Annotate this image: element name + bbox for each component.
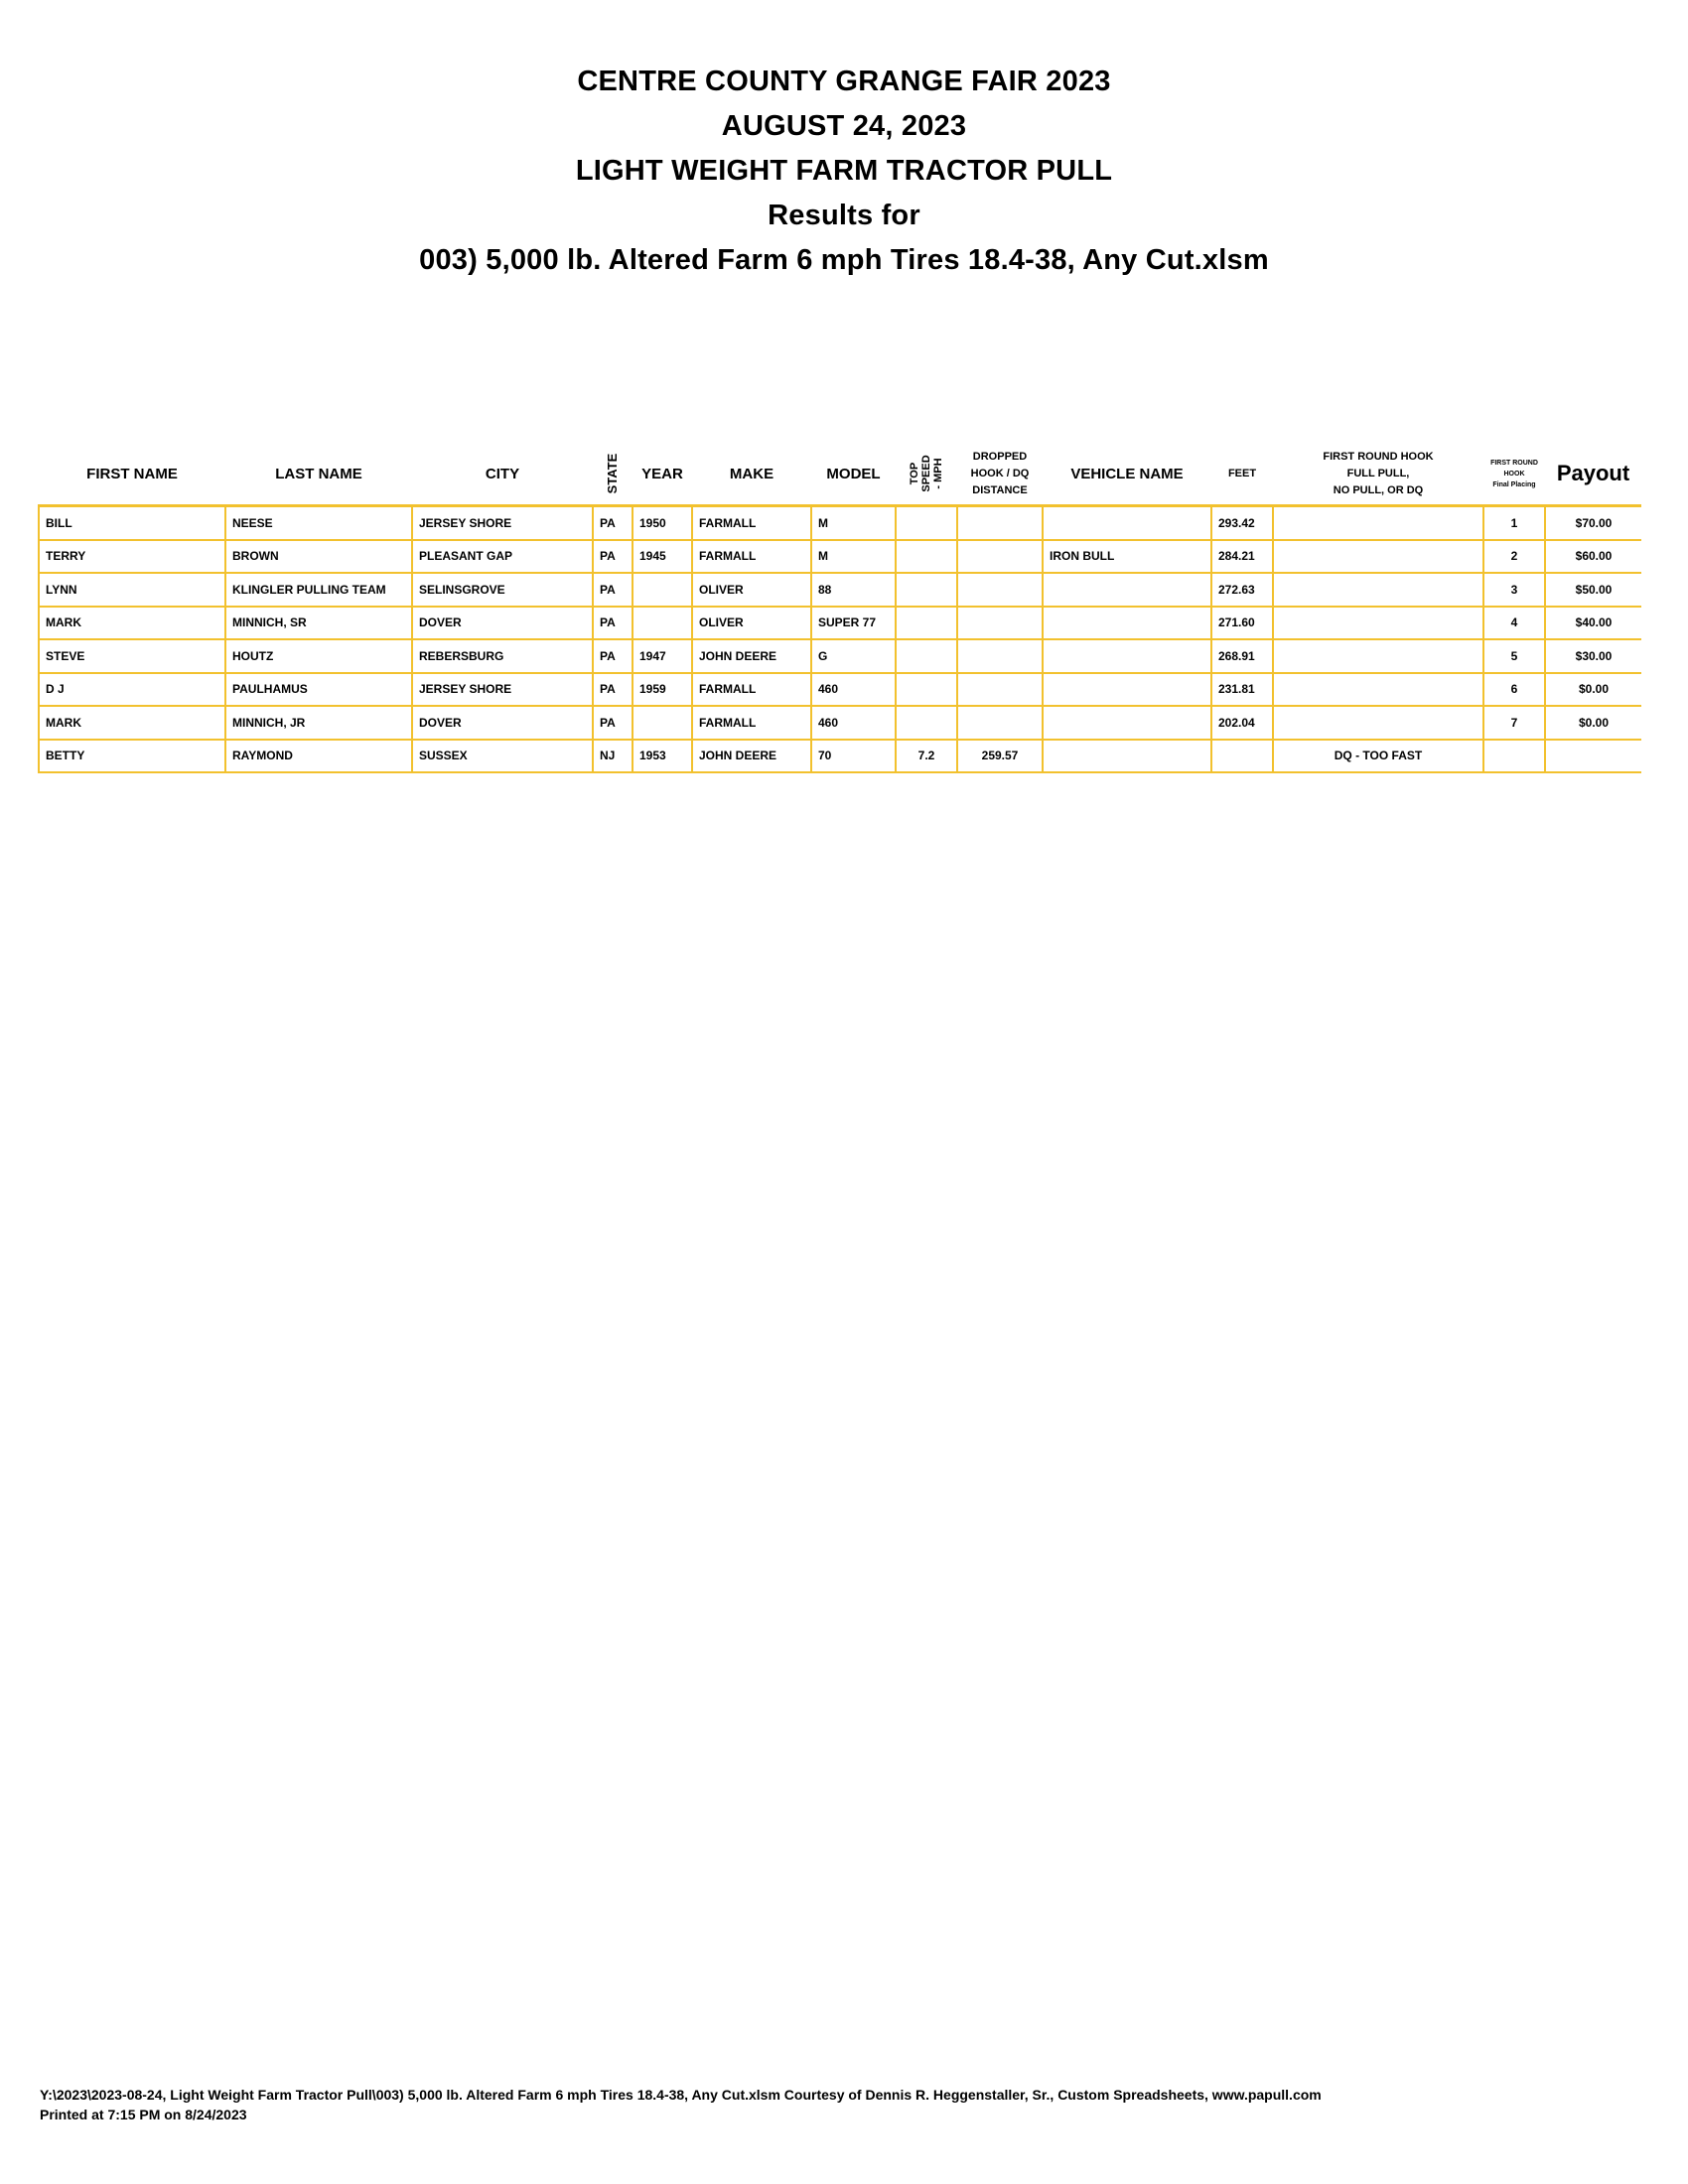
vehicle-name-cell [1043, 673, 1211, 707]
top-speed-cell [896, 639, 957, 673]
header-year: YEAR [641, 465, 683, 482]
dropped-distance-cell [957, 506, 1043, 540]
city-cell: SELINSGROVE [412, 573, 593, 607]
header-make: MAKE [729, 465, 774, 482]
first-name-cell: BILL [39, 506, 225, 540]
feet-cell: 268.91 [1211, 639, 1273, 673]
status-cell [1273, 706, 1483, 740]
header-dropped-hook: DROPPED HOOK / DQ DISTANCE [970, 450, 1030, 496]
header-vehicle-name: VEHICLE NAME [1070, 465, 1184, 482]
placing-cell: 4 [1483, 607, 1545, 640]
state-cell: PA [593, 607, 633, 640]
city-cell: REBERSBURG [412, 639, 593, 673]
last-name-cell: KLINGLER PULLING TEAM [225, 573, 412, 607]
feet-cell: 202.04 [1211, 706, 1273, 740]
first-name-cell: BETTY [39, 740, 225, 773]
vehicle-name-cell [1043, 740, 1211, 773]
header-placing: FIRST ROUND HOOK Final Placing [1490, 459, 1538, 488]
payout-cell: $60.00 [1545, 540, 1641, 574]
year-cell: 1945 [633, 540, 692, 574]
feet-cell: 293.42 [1211, 506, 1273, 540]
payout-cell: $40.00 [1545, 607, 1641, 640]
status-cell: DQ - TOO FAST [1273, 740, 1483, 773]
year-cell [633, 573, 692, 607]
make-cell: FARMALL [692, 706, 811, 740]
table-row [39, 740, 1641, 773]
status-cell [1273, 607, 1483, 640]
first-name-cell: MARK [39, 706, 225, 740]
payout-cell: $30.00 [1545, 639, 1641, 673]
year-cell [633, 607, 692, 640]
top-speed-cell [896, 706, 957, 740]
top-speed-cell [896, 506, 957, 540]
make-cell: FARMALL [692, 506, 811, 540]
vehicle-name-cell [1043, 573, 1211, 607]
results-table-container [38, 443, 1640, 773]
table-row [39, 573, 1641, 607]
dropped-distance-cell [957, 639, 1043, 673]
vehicle-name-cell [1043, 506, 1211, 540]
results-heading: Results for [768, 200, 920, 231]
status-cell [1273, 506, 1483, 540]
payout-cell [1545, 740, 1641, 773]
payout-cell: $50.00 [1545, 573, 1641, 607]
last-name-cell: NEESE [225, 506, 412, 540]
city-cell: DOVER [412, 607, 593, 640]
payout-cell: $0.00 [1545, 673, 1641, 707]
report-title-block [0, 60, 1688, 283]
dropped-distance-cell [957, 673, 1043, 707]
header-city: CITY [485, 465, 520, 482]
status-cell [1273, 639, 1483, 673]
make-cell: FARMALL [692, 673, 811, 707]
placing-cell: 6 [1483, 673, 1545, 707]
city-cell: DOVER [412, 706, 593, 740]
state-cell: NJ [593, 740, 633, 773]
payout-cell: $0.00 [1545, 706, 1641, 740]
class-name: 003) 5,000 lb. Altered Farm 6 mph Tires 18.4-38, Any Cut.xlsm [419, 244, 1269, 276]
state-cell: PA [593, 639, 633, 673]
table-row [39, 506, 1641, 540]
fair-title: CENTRE COUNTY GRANGE FAIR 2023 [577, 66, 1111, 97]
top-speed-cell [896, 607, 957, 640]
model-cell: M [811, 540, 896, 574]
dropped-distance-cell [957, 573, 1043, 607]
placing-cell [1483, 740, 1545, 773]
make-cell: JOHN DEERE [692, 740, 811, 773]
feet-cell: 284.21 [1211, 540, 1273, 574]
city-cell: PLEASANT GAP [412, 540, 593, 574]
last-name-cell: BROWN [225, 540, 412, 574]
state-cell: PA [593, 540, 633, 574]
year-cell: 1959 [633, 673, 692, 707]
city-cell: JERSEY SHORE [412, 506, 593, 540]
header-row [39, 443, 1641, 506]
header-feet: FEET [1227, 467, 1257, 479]
header-top-speed: TOP SPEED - MPH [909, 455, 944, 492]
model-cell: 460 [811, 673, 896, 707]
event-date: AUGUST 24, 2023 [721, 110, 967, 142]
header-payout: Payout [1556, 461, 1630, 485]
status-cell [1273, 540, 1483, 574]
dropped-distance-cell: 259.57 [957, 740, 1043, 773]
table-row [39, 607, 1641, 640]
city-cell: SUSSEX [412, 740, 593, 773]
year-cell [633, 706, 692, 740]
header-model: MODEL [826, 465, 881, 482]
dropped-distance-cell [957, 540, 1043, 574]
model-cell: 70 [811, 740, 896, 773]
header-last-name: LAST NAME [275, 465, 362, 482]
feet-cell: 271.60 [1211, 607, 1273, 640]
table-row [39, 540, 1641, 574]
state-cell: PA [593, 673, 633, 707]
first-name-cell: D J [39, 673, 225, 707]
first-name-cell: LYNN [39, 573, 225, 607]
last-name-cell: MINNICH, SR [225, 607, 412, 640]
model-cell: SUPER 77 [811, 607, 896, 640]
results-table [38, 443, 1641, 773]
placing-cell: 2 [1483, 540, 1545, 574]
model-cell: 460 [811, 706, 896, 740]
state-cell: PA [593, 573, 633, 607]
status-cell [1273, 573, 1483, 607]
state-cell: PA [593, 506, 633, 540]
vehicle-name-cell: IRON BULL [1043, 540, 1211, 574]
model-cell: G [811, 639, 896, 673]
payout-cell: $70.00 [1545, 506, 1641, 540]
top-speed-cell [896, 540, 957, 574]
first-name-cell: STEVE [39, 639, 225, 673]
first-name-cell: MARK [39, 607, 225, 640]
first-name-cell: TERRY [39, 540, 225, 574]
last-name-cell: MINNICH, JR [225, 706, 412, 740]
vehicle-name-cell [1043, 639, 1211, 673]
dropped-distance-cell [957, 607, 1043, 640]
table-row [39, 706, 1641, 740]
table-row [39, 673, 1641, 707]
make-cell: JOHN DEERE [692, 639, 811, 673]
footer [40, 2085, 1322, 2124]
feet-cell: 231.81 [1211, 673, 1273, 707]
make-cell: FARMALL [692, 540, 811, 574]
model-cell: 88 [811, 573, 896, 607]
year-cell: 1953 [633, 740, 692, 773]
top-speed-cell: 7.2 [896, 740, 957, 773]
placing-cell: 1 [1483, 506, 1545, 540]
header-state: STATE [605, 453, 620, 494]
table-row [39, 639, 1641, 673]
city-cell: JERSEY SHORE [412, 673, 593, 707]
feet-cell [1211, 740, 1273, 773]
footer-file-path: Y:\2023\2023-08-24, Light Weight Farm Tractor Pull\003) 5,000 lb. Altered Farm 6 mph Tires 18.4-38, Any Cut.xlsm Courtesy of Dennis R. Heggenstaller, Sr., Custom Spreadsheets, www.papull.com [40, 2087, 1322, 2103]
feet-cell: 272.63 [1211, 573, 1273, 607]
model-cell: M [811, 506, 896, 540]
top-speed-cell [896, 573, 957, 607]
last-name-cell: PAULHAMUS [225, 673, 412, 707]
dropped-distance-cell [957, 706, 1043, 740]
results-rows [39, 506, 1641, 773]
event-name: LIGHT WEIGHT FARM TRACTOR PULL [575, 155, 1113, 187]
header-first-round: FIRST ROUND HOOK FULL PULL, NO PULL, OR DQ [1323, 450, 1434, 496]
last-name-cell: HOUTZ [225, 639, 412, 673]
vehicle-name-cell [1043, 607, 1211, 640]
last-name-cell: RAYMOND [225, 740, 412, 773]
state-cell: PA [593, 706, 633, 740]
top-speed-cell [896, 673, 957, 707]
make-cell: OLIVER [692, 607, 811, 640]
header-first-name: FIRST NAME [86, 465, 178, 482]
year-cell: 1950 [633, 506, 692, 540]
placing-cell: 3 [1483, 573, 1545, 607]
make-cell: OLIVER [692, 573, 811, 607]
status-cell [1273, 673, 1483, 707]
year-cell: 1947 [633, 639, 692, 673]
placing-cell: 7 [1483, 706, 1545, 740]
placing-cell: 5 [1483, 639, 1545, 673]
vehicle-name-cell [1043, 706, 1211, 740]
footer-printed-at: Printed at 7:15 PM on 8/24/2023 [40, 2107, 247, 2122]
